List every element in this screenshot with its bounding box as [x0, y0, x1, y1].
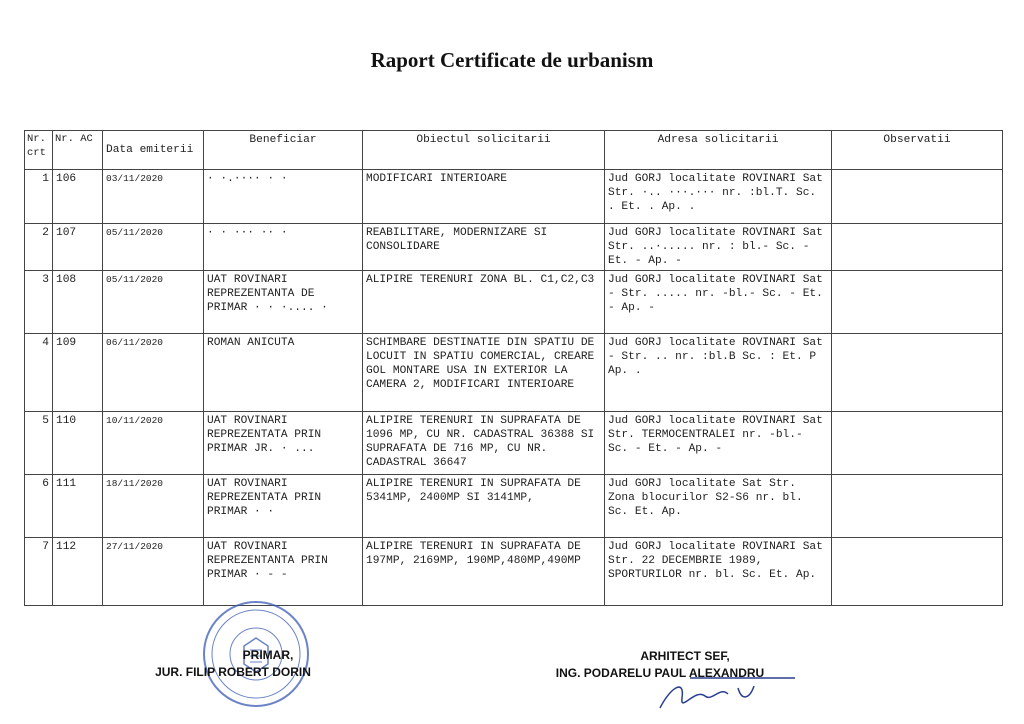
- header-beneficiar: Beneficiar: [204, 131, 363, 170]
- cell-observatii: [832, 334, 1003, 412]
- cell-nr-ac: 107: [53, 224, 103, 271]
- table-row: [25, 475, 1003, 538]
- cell-date: 10/11/2020: [103, 412, 204, 475]
- table-row: [25, 224, 1003, 271]
- cell-adresa: Jud GORJ localitate ROVINARI Sat Str. 22 DECEMBRIE 1989, SPORTURILOR nr. bl. Sc. Et. Ap.: [605, 538, 832, 606]
- cell-date: 06/11/2020: [103, 334, 204, 412]
- page-title: Raport Certificate de urbanism: [370, 48, 654, 72]
- header-observatii: Observatii: [832, 131, 1003, 170]
- table-header-row: [25, 131, 1003, 170]
- cell-adresa: Jud GORJ localitate Sat Str. Zona blocurilor S2-S6 nr. bl. Sc. Et. Ap.: [605, 475, 832, 538]
- header-obiect: Obiectul solicitarii: [363, 131, 605, 170]
- cell-beneficiar: · ·.···· · ·: [204, 170, 363, 224]
- architect-role: ARHITECT SEF,: [640, 649, 730, 663]
- cell-beneficiar: UAT ROVINARI REPREZENTANTA PRIN PRIMAR · - -: [204, 538, 363, 606]
- cell-nr-crt: 3: [25, 271, 53, 334]
- table-row: [25, 538, 1003, 606]
- cell-observatii: [832, 224, 1003, 271]
- cell-observatii: [832, 475, 1003, 538]
- cell-adresa: Jud GORJ localitate ROVINARI Sat Str. ..·..... nr. : bl.- Sc. - Et. - Ap. -: [605, 224, 832, 271]
- handwritten-signature-icon: [650, 668, 800, 718]
- cell-nr-crt: 7: [25, 538, 53, 606]
- cell-observatii: [832, 412, 1003, 475]
- cell-beneficiar: UAT ROVINARI REPREZENTATA PRIN PRIMAR JR. · ...: [204, 412, 363, 475]
- cell-obiect: ALIPIRE TERENURI IN SUPRAFATA DE 197MP, 2169MP, 190MP,480MP,490MP: [363, 538, 605, 606]
- cell-nr-crt: 2: [25, 224, 53, 271]
- cell-obiect: ALIPIRE TERENURI IN SUPRAFATA DE 5341MP, 2400MP SI 3141MP,: [363, 475, 605, 538]
- cell-nr-ac: 109: [53, 334, 103, 412]
- cell-observatii: [832, 271, 1003, 334]
- cell-beneficiar: · · ··· ·· ·: [204, 224, 363, 271]
- table-row: [25, 170, 1003, 224]
- cell-date: 18/11/2020: [103, 475, 204, 538]
- cell-obiect: REABILITARE, MODERNIZARE SI CONSOLIDARE: [363, 224, 605, 271]
- cell-beneficiar: UAT ROVINARI REPREZENTANTA DE PRIMAR · · ·.... ·: [204, 271, 363, 334]
- cell-adresa: Jud GORJ localitate ROVINARI Sat - Str. ..... nr. -bl.- Sc. - Et. - Ap. -: [605, 271, 832, 334]
- architect-name: ING. PODARELU PAUL ALEXANDRU: [555, 666, 765, 680]
- cell-adresa: Jud GORJ localitate ROVINARI Sat Str. ·.. ···.··· nr. :bl.T. Sc. . Et. . Ap. .: [605, 170, 832, 224]
- cell-beneficiar: UAT ROVINARI REPREZENTATA PRIN PRIMAR · ·: [204, 475, 363, 538]
- cell-beneficiar: ROMAN ANICUTA: [204, 334, 363, 412]
- header-nr-crt: Nr. crt: [25, 131, 53, 170]
- cell-obiect: ALIPIRE TERENURI IN SUPRAFATA DE 1096 MP, CU NR. CADASTRAL 36388 SI SUPRAFATA DE 716 MP, CU NR. CADASTRAL 36647: [363, 412, 605, 475]
- cell-date: 03/11/2020: [103, 170, 204, 224]
- cell-nr-ac: 108: [53, 271, 103, 334]
- cell-date: 27/11/2020: [103, 538, 204, 606]
- header-adresa: Adresa solicitarii: [605, 131, 832, 170]
- header-data-emiterii: Data emiterii: [103, 131, 204, 170]
- cell-nr-crt: 6: [25, 475, 53, 538]
- cell-date: 05/11/2020: [103, 271, 204, 334]
- cell-obiect: MODIFICARI INTERIOARE: [363, 170, 605, 224]
- cell-obiect: SCHIMBARE DESTINATIE DIN SPATIU DE LOCUIT IN SPATIU COMERCIAL, CREARE GOL MONTARE USA IN EXTERIOR LA CAMERA 2, MODIFICARI INTERIOARE: [363, 334, 605, 412]
- report-table: [24, 130, 1003, 606]
- cell-adresa: Jud GORJ localitate ROVINARI Sat Str. TERMOCENTRALEI nr. -bl.- Sc. - Et. - Ap. -: [605, 412, 832, 475]
- cell-observatii: [832, 538, 1003, 606]
- mayor-name: JUR. FILIP ROBERT DORIN: [155, 665, 311, 679]
- table-row: [25, 334, 1003, 412]
- cell-nr-crt: 1: [25, 170, 53, 224]
- cell-nr-crt: 4: [25, 334, 53, 412]
- cell-obiect: ALIPIRE TERENURI ZONA BL. C1,C2,C3: [363, 271, 605, 334]
- cell-nr-ac: 106: [53, 170, 103, 224]
- cell-adresa: Jud GORJ localitate ROVINARI Sat - Str. .. nr. :bl.B Sc. : Et. P Ap. .: [605, 334, 832, 412]
- cell-nr-ac: 111: [53, 475, 103, 538]
- cell-observatii: [832, 170, 1003, 224]
- cell-date: 05/11/2020: [103, 224, 204, 271]
- cell-nr-ac: 112: [53, 538, 103, 606]
- header-nr-ac: Nr. AC: [53, 131, 103, 170]
- cell-nr-crt: 5: [25, 412, 53, 475]
- table-row: [25, 412, 1003, 475]
- table-row: [25, 271, 1003, 334]
- mayor-role: PRIMAR,: [242, 648, 294, 662]
- cell-nr-ac: 110: [53, 412, 103, 475]
- mayor-signature-block: [138, 647, 328, 681]
